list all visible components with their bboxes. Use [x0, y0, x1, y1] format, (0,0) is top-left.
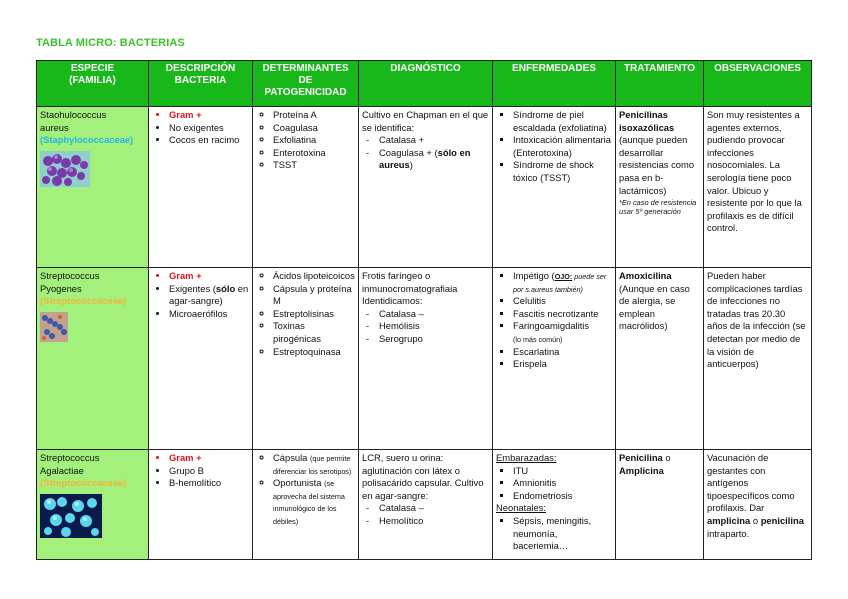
description-cell: • Gram + • Exigentes (sólo en agar-sangre) • Microaerófilos	[149, 268, 253, 450]
description-cell: • Gram + • Grupo B • B-hemolítico	[149, 450, 253, 560]
family-label: (Staphylococcaceae)	[40, 134, 134, 146]
diagnosis-cell: Cultivo en Chapman en el que se identifica: - Catalasa + - Coagulasa + (sólo en aureus)	[359, 107, 493, 268]
species-cell: Staohulococcus aureus (Staphylococcaceae)	[37, 107, 149, 268]
header-tratamiento: TRATAMIENTO	[616, 61, 704, 107]
diagnosis-cell: Frotis faríngeo o inmunocromatografiaia Identidicamos: - Catalasa – - Hemólisis - Serogrupo	[359, 268, 493, 450]
header-determinantes: DETERMINANTES DE PATOGENICIDAD	[253, 61, 359, 107]
diagnosis-cell: LCR, suero u orina: aglutinación con látex o polisacárido capsular. Cultivo en agar-sangre: - Catalasa – - Hemolítico	[359, 450, 493, 560]
diseases-cell: ▪ Impétigo (OJO: puede ser por s.aureus también) ▪ Celulitis ▪ Fascitis necrotizante ▪ Faringoamigdalitis (lo más común) ▪ Escarlatina ▪ Erispela	[493, 268, 616, 450]
determinants-cell: ◦ Proteína A ◦ Coagulasa ◦ Exfoliatina ◦ Enterotoxina ◦ TSST	[253, 107, 359, 268]
species-cell: Streptococcus Agalactiae (Streptococcaceae)	[37, 450, 149, 560]
table-row	[37, 268, 812, 450]
treatment-cell: Penicilinas isoxazólicas (aunque pueden desarrollar resistencias como pasa en b-lactámicos) *En caso de resistencia usar 5º generación	[616, 107, 704, 268]
header-descripcion: DESCRIPCIÓN BACTERIA	[149, 61, 253, 107]
family-label: (Streptococcaceae)	[40, 295, 127, 307]
document-title: TABLA MICRO: BACTERIAS	[36, 37, 185, 49]
table-row	[37, 450, 812, 560]
observations-cell: Vacunación de gestantes con antígenos tipoespecíficos como profilaxis. Dar amplicina o penicilina intraparto.	[704, 450, 812, 560]
diseases-cell: ▪ Síndrome de piel escaldada (exfoliatina) ▪ Intoxicación alimentaria (Enterotoxina) ▪ Síndrome de shock tóxico (TSST)	[493, 107, 616, 268]
family-label: (Streptococcaceae)	[40, 477, 127, 489]
determinants-cell: ◦ Ácidos lipoteicoicos ◦ Cápsula y proteína M ◦ Estreptolisinas ◦ Toxinas pirogénicas ◦ Estreptoquinasa	[253, 268, 359, 450]
treatment-cell: Amoxicilina (Aunque en caso de alergia, se emplean macrólidos)	[616, 268, 704, 450]
header-diagnostico: DIAGNÓSTICO	[359, 61, 493, 107]
treatment-cell: Penicilina o Amplicina	[616, 450, 704, 560]
observations-cell: Son muy resistentes a agentes externos, pudiendo provocar infecciones nosocomiales. La serología tiene poco valor. Ubicuo y resistente por lo que la profilaxis es de difícil control.	[704, 107, 812, 268]
species-cell: Streptococcus Pyogenes (Streptococcaceae)	[37, 268, 149, 450]
header-observaciones: OBSERVACIONES	[704, 61, 812, 107]
observations-cell: Pueden haber complicaciones tardías de infecciones no tratadas tras 20.30 años de la infección (se detectan por medio de la visión de anticuerpos)	[704, 268, 812, 450]
header-especie: ESPECIE (FAMILIA)	[37, 61, 149, 107]
purple-cocci-cluster-icon	[40, 151, 90, 187]
table-row	[37, 107, 812, 268]
diseases-cell: Embarazadas: ▪ ITU ▪ Amnionitis ▪ Endometriosis Neonatales: ▪ Sépsis, meningitis, neumonía, baceriemia…	[493, 450, 616, 560]
bacteria-table	[36, 60, 812, 560]
blue-cocci-icon	[40, 494, 102, 538]
header-enfermedades: ENFERMEDADES	[493, 61, 616, 107]
chain-cocci-icon	[40, 312, 68, 342]
determinants-cell: ◦ Cápsula (que permite diferenciar los serotipos) ◦ Oportunista (se aprovecha del sistema inmunológico de los débiles)	[253, 450, 359, 560]
description-cell: • Gram + • No exigentes • Cocos en racimo	[149, 107, 253, 268]
